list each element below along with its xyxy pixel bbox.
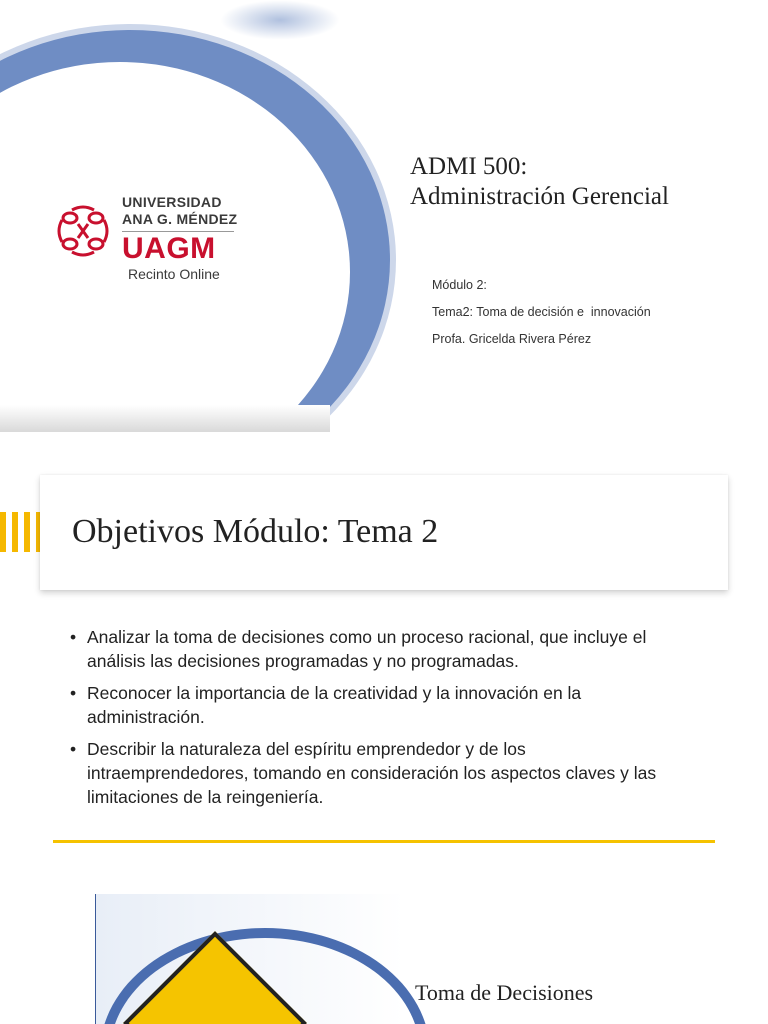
topic-label: Tema2: Toma de decisión e innovación xyxy=(432,305,651,319)
title-slide xyxy=(0,0,768,432)
list-item: • Describir la naturaleza del espíritu emprendedor y de los intraemprendedores, tomando en consideración los aspectos claves y las limitaciones de la reingeniería. xyxy=(70,737,690,809)
divider xyxy=(53,840,715,843)
logo-campus: Recinto Online xyxy=(128,266,220,282)
course-name: Administración Gerencial xyxy=(410,183,669,210)
objectives-list xyxy=(70,625,690,817)
module-label: Módulo 2: xyxy=(432,278,487,292)
paint-splash xyxy=(220,0,340,40)
objectives-slide xyxy=(0,450,768,850)
course-code: ADMI 500: xyxy=(410,153,528,180)
slide-title: Objetivos Módulo: Tema 2 xyxy=(72,513,439,550)
module-info xyxy=(432,272,651,353)
image-edge xyxy=(95,894,96,1024)
list-item: • Analizar la toma de decisiones como un proceso racional, que incluye el análisis las decisiones programadas y no programadas. xyxy=(70,625,690,673)
slide-bottom-shade xyxy=(0,405,330,432)
slide-title: Toma de Decisiones xyxy=(415,980,594,1005)
list-item: • Reconocer la importancia de la creatividad y la innovación en la administración. xyxy=(70,681,690,729)
course-title xyxy=(410,152,669,212)
decisions-slide xyxy=(0,868,768,1024)
logo-acronym: UAGM xyxy=(122,232,216,265)
title-card xyxy=(40,475,728,590)
logo-university-line2: ANA G. MÉNDEZ xyxy=(122,211,238,227)
university-logo-icon xyxy=(56,204,110,258)
accent-bars xyxy=(0,512,44,552)
logo-university-line1: UNIVERSIDAD xyxy=(122,194,222,210)
professor-label: Profa. Gricelda Rivera Pérez xyxy=(432,332,592,346)
